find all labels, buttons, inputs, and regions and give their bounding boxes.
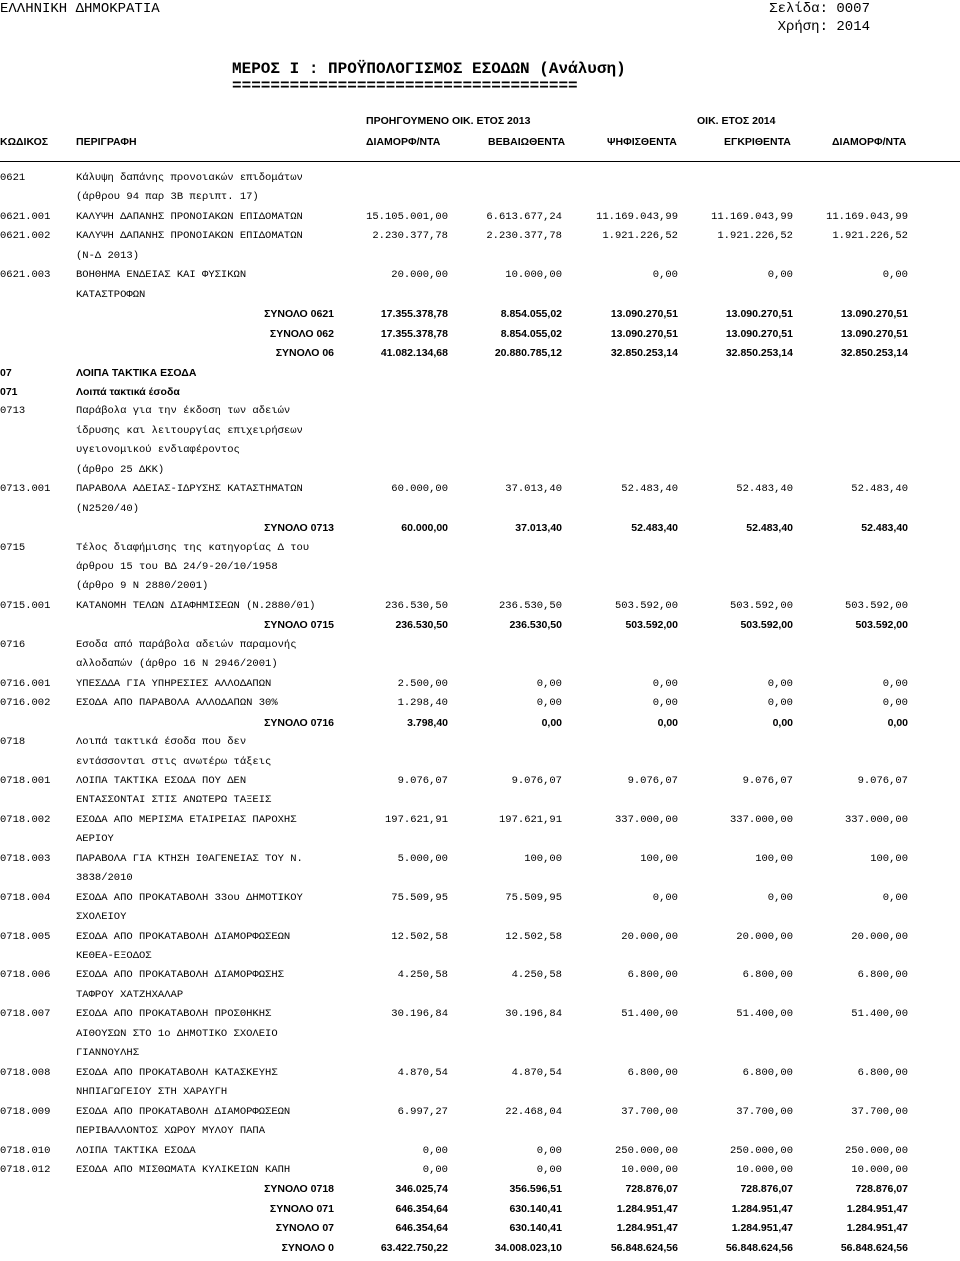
amount-cell: 1.284.951,47 xyxy=(616,1202,678,1215)
total-row xyxy=(0,347,960,366)
page-number: Σελίδα: 0007 xyxy=(769,1,870,17)
amount-cell: 1.284.951,47 xyxy=(846,1222,908,1235)
amount-cell: 0,00 xyxy=(882,269,908,282)
amount-cell: 15.105.001,00 xyxy=(366,210,448,223)
amount-cell: 8.854.055,02 xyxy=(500,327,562,340)
amount-cell: 51.400,00 xyxy=(851,1008,908,1021)
amount-cell: 346.025,74 xyxy=(395,1183,448,1196)
row-code: 0715 xyxy=(0,541,26,554)
amount-cell: 56.848.624,56 xyxy=(610,1241,678,1254)
amount-cell: 20.000,00 xyxy=(851,930,908,943)
amount-cell: 37.013,40 xyxy=(505,483,562,496)
amount-cell: 646.354,64 xyxy=(395,1202,448,1215)
row-code: 0716.002 xyxy=(0,697,51,710)
amount-cell: 4.870,54 xyxy=(511,1066,562,1079)
table-row xyxy=(0,405,960,424)
amount-cell: 1.284.951,47 xyxy=(731,1222,793,1235)
amount-cell: 250.000,00 xyxy=(614,1144,678,1157)
amount-cell: 52.483,40 xyxy=(621,483,678,496)
amount-cell: 1.284.951,47 xyxy=(731,1202,793,1215)
amount-cell: 630.140,41 xyxy=(509,1202,562,1215)
table-row xyxy=(0,425,960,444)
amount-cell: 75.509,95 xyxy=(505,891,562,904)
total-label: ΣΥΝΟΛΟ 06 xyxy=(275,347,334,360)
table-row xyxy=(0,658,960,677)
amount-cell: 503.592,00 xyxy=(729,599,793,612)
row-description: ΚΑΛΥΨΗ ΔΑΠΑΝΗΣ ΠΡΟΝΟΙΑΚΩΝ ΕΠΙΔΟΜΑΤΩΝ xyxy=(76,230,303,243)
col-header-prev-amended: ΔΙΑΜΟΡΦ/ΝΤΑ xyxy=(366,136,441,148)
amount-cell: 13.090.270,51 xyxy=(725,327,793,340)
row-description: Λοιπά τακτικά έσοδα xyxy=(76,385,180,398)
amount-cell: 11.169.043,99 xyxy=(711,210,793,223)
amount-cell: 2.230.377,78 xyxy=(372,230,448,243)
table-row xyxy=(0,230,960,249)
row-description: ΥΠΕΣΔΔΑ ΓΙΑ ΥΠΗΡΕΣΙΕΣ ΑΛΛΟΔΑΠΩΝ xyxy=(76,677,272,690)
total-label: ΣΥΝΟΛΟ 0715 xyxy=(264,619,334,632)
total-label: ΣΥΝΟΛΟ 0716 xyxy=(264,716,334,729)
table-row xyxy=(0,950,960,969)
amount-cell: 10.000,00 xyxy=(736,1163,793,1176)
amount-cell: 32.850.253,14 xyxy=(840,347,908,360)
table-row xyxy=(0,1047,960,1066)
amount-cell: 2.500,00 xyxy=(397,677,448,690)
amount-cell: 6.800,00 xyxy=(857,1066,908,1079)
amount-cell: 197.621,91 xyxy=(384,813,448,826)
table-row xyxy=(0,1125,960,1144)
table-row xyxy=(0,503,960,522)
table-row xyxy=(0,1086,960,1105)
amount-cell: 9.076,07 xyxy=(397,774,448,787)
amount-cell: 0,00 xyxy=(422,1163,448,1176)
row-code: 0718.006 xyxy=(0,969,51,982)
amount-cell: 12.502,58 xyxy=(505,930,562,943)
row-description: ΓΙΑΝΝΟΥΛΗΣ xyxy=(76,1047,140,1060)
amount-cell: 6.997,27 xyxy=(397,1105,448,1118)
total-row xyxy=(0,717,960,736)
amount-cell: 9.076,07 xyxy=(511,774,562,787)
cur-year-header: ΟΙΚ. ΕΤΟΣ 2014 xyxy=(697,115,776,127)
row-code: 0718.010 xyxy=(0,1144,51,1157)
row-description: ΛΟΙΠΑ ΤΑΚΤΙΚΑ ΕΣΟΔΑ xyxy=(76,366,197,379)
amount-cell: 4.250,58 xyxy=(511,969,562,982)
amount-cell: 0,00 xyxy=(652,891,678,904)
amount-cell: 52.483,40 xyxy=(746,522,793,535)
amount-cell: 0,00 xyxy=(652,697,678,710)
amount-cell: 6.800,00 xyxy=(627,969,678,982)
row-code: 0716 xyxy=(0,638,26,651)
table-row xyxy=(0,191,960,210)
amount-cell: 100,00 xyxy=(755,852,793,865)
amount-cell: 9.076,07 xyxy=(627,774,678,787)
table-row xyxy=(0,969,960,988)
amount-cell: 10.000,00 xyxy=(505,269,562,282)
table-row xyxy=(0,211,960,230)
table-row xyxy=(0,483,960,502)
total-label: ΣΥΝΟΛΟ 0 xyxy=(281,1241,334,1254)
total-row xyxy=(0,328,960,347)
amount-cell: 3.798,40 xyxy=(407,716,448,729)
amount-cell: 630.140,41 xyxy=(509,1222,562,1235)
amount-cell: 60.000,00 xyxy=(391,483,448,496)
table-row xyxy=(0,814,960,833)
amount-cell: 0,00 xyxy=(767,891,793,904)
table-row xyxy=(0,600,960,619)
amount-cell: 75.509,95 xyxy=(391,891,448,904)
amount-cell: 0,00 xyxy=(652,677,678,690)
amount-cell: 37.700,00 xyxy=(851,1105,908,1118)
amount-cell: 51.400,00 xyxy=(736,1008,793,1021)
amount-cell: 22.468,04 xyxy=(505,1105,562,1118)
total-row xyxy=(0,1183,960,1202)
table-row xyxy=(0,269,960,288)
row-description: αλλοδαπών (άρθρο 16 Ν 2946/2001) xyxy=(76,658,278,671)
amount-cell: 13.090.270,51 xyxy=(610,327,678,340)
row-code: 0621 xyxy=(0,172,26,184)
row-description: ΕΣΟΔΑ ΑΠΟ ΠΡΟΚΑΤΑΒΟΛΗ 33ου ΔΗΜΟΤΙΚΟΥ xyxy=(76,891,303,904)
amount-cell: 5.000,00 xyxy=(397,852,448,865)
row-description: ΕΝΤΑΣΣΟΝΤΑΙ ΣΤΙΣ ΑΝΩΤΕΡΩ ΤΑΞΕΙΣ xyxy=(76,794,272,807)
table-row xyxy=(0,1008,960,1027)
amount-cell: 356.596,51 xyxy=(509,1183,562,1196)
amount-cell: 250.000,00 xyxy=(844,1144,908,1157)
row-description: (άρθρο 25 ΔΚΚ) xyxy=(76,463,165,476)
row-description: Κάλυψη δαπάνης προνοιακών επιδομάτων xyxy=(76,172,303,184)
total-label: ΣΥΝΟΛΟ 07 xyxy=(275,1222,334,1235)
row-code: 0716.001 xyxy=(0,677,51,690)
amount-cell: 197.621,91 xyxy=(498,813,562,826)
table-row xyxy=(0,892,960,911)
row-description: (Ν2520/40) xyxy=(76,502,140,515)
amount-cell: 1.921.226,52 xyxy=(832,230,908,243)
row-description: ΕΣΟΔΑ ΑΠΟ ΜΙΣΘΩΜΑΤΑ ΚΥΛΙΚΕΙΩΝ ΚΑΠΗ xyxy=(76,1163,291,1176)
table-row xyxy=(0,989,960,1008)
row-description: ΕΣΟΔΑ ΑΠΟ ΠΡΟΚΑΤΑΒΟΛΗ ΔΙΑΜΟΡΦΩΣΕΩΝ xyxy=(76,930,291,943)
row-description: Τέλος διαφήμισης της κατηγορίας Δ του xyxy=(76,541,310,554)
amount-cell: 63.422.750,22 xyxy=(380,1241,448,1254)
row-description: ίδρυσης και λειτουργίας επιχειρήσεων xyxy=(76,424,303,437)
row-code: 0718.001 xyxy=(0,774,51,787)
amount-cell: 20.000,00 xyxy=(621,930,678,943)
row-description: εντάσσονται στις ανωτέρω τάξεις xyxy=(76,755,272,768)
table-row xyxy=(0,289,960,308)
table-row xyxy=(0,250,960,269)
amount-cell: 30.196,84 xyxy=(505,1008,562,1021)
header-separator xyxy=(0,161,960,162)
amount-cell: 0,00 xyxy=(887,716,908,729)
amount-cell: 0,00 xyxy=(767,677,793,690)
amount-cell: 337.000,00 xyxy=(844,813,908,826)
amount-cell: 503.592,00 xyxy=(625,619,678,632)
amount-cell: 236.530,50 xyxy=(395,619,448,632)
table-row xyxy=(0,386,960,405)
country-header: ΕΛΛΗΝΙΚΗ ΔΗΜΟΚΡΑΤΙΑ xyxy=(0,1,160,17)
row-code: 0713 xyxy=(0,405,26,418)
row-description: ΛΟΙΠΑ ΤΑΚΤΙΚΑ ΕΣΟΔΑ xyxy=(76,1144,196,1157)
amount-cell: 13.090.270,51 xyxy=(840,327,908,340)
col-header-desc: ΠΕΡΙΓΡΑΦΗ xyxy=(76,136,137,148)
table-row xyxy=(0,911,960,930)
row-description: ΣΧΟΛΕΙΟΥ xyxy=(76,911,127,924)
row-description: Παράβολα για την έκδοση των αδειών xyxy=(76,405,291,418)
row-code: 07 xyxy=(0,366,12,379)
row-description: ΤΑΦΡΟΥ ΧΑΤΖΗΧΑΛΑΡ xyxy=(76,988,184,1001)
table-row xyxy=(0,464,960,483)
amount-cell: 0,00 xyxy=(767,269,793,282)
total-label: ΣΥΝΟΛΟ 0713 xyxy=(264,522,334,535)
amount-cell: 1.298,40 xyxy=(397,697,448,710)
amount-cell: 6.800,00 xyxy=(627,1066,678,1079)
amount-cell: 0,00 xyxy=(882,891,908,904)
amount-cell: 52.483,40 xyxy=(851,483,908,496)
table-row xyxy=(0,931,960,950)
amount-cell: 34.008.023,10 xyxy=(494,1241,562,1254)
table-row xyxy=(0,1106,960,1125)
amount-cell: 0,00 xyxy=(536,1163,562,1176)
amount-cell: 0,00 xyxy=(882,677,908,690)
row-code: 0621.001 xyxy=(0,210,51,223)
amount-cell: 0,00 xyxy=(536,677,562,690)
row-description: Εσοδα από παράβολα αδειών παραμονής xyxy=(76,638,297,651)
amount-cell: 0,00 xyxy=(652,269,678,282)
amount-cell: 0,00 xyxy=(657,716,678,729)
row-description: υγειονομικού ενδιαφέροντος xyxy=(76,444,240,457)
row-description: ΠΑΡΑΒΟΛΑ ΑΔΕΙΑΣ-ΙΔΡΥΣΗΣ ΚΑΤΑΣΤΗΜΑΤΩΝ xyxy=(76,483,303,496)
row-description: ΕΣΟΔΑ ΑΠΟ ΠΑΡΑΒΟΛΑ ΑΛΛΟΔΑΠΩΝ 30% xyxy=(76,697,278,710)
table-row xyxy=(0,1028,960,1047)
table-row xyxy=(0,542,960,561)
row-description: ΑΕΡΙΟΥ xyxy=(76,833,114,846)
amount-cell: 6.800,00 xyxy=(742,969,793,982)
row-code: 0621.003 xyxy=(0,269,51,282)
amount-cell: 728.876,07 xyxy=(625,1183,678,1196)
row-description: (άρθρο 9 Ν 2880/2001) xyxy=(76,580,209,593)
amount-cell: 0,00 xyxy=(536,697,562,710)
amount-cell: 503.592,00 xyxy=(614,599,678,612)
amount-cell: 20.880.785,12 xyxy=(494,347,562,360)
amount-cell: 0,00 xyxy=(772,716,793,729)
row-description: ΕΣΟΔΑ ΑΠΟ ΠΡΟΚΑΤΑΒΟΛΗ ΔΙΑΜΟΡΦΩΣΗΣ xyxy=(76,969,284,982)
row-description: (άρθρου 94 παρ 3Β περιπτ. 17) xyxy=(76,191,259,204)
row-code: 0718.007 xyxy=(0,1008,51,1021)
amount-cell: 17.355.378,78 xyxy=(380,327,448,340)
amount-cell: 250.000,00 xyxy=(729,1144,793,1157)
row-description: ΕΣΟΔΑ ΑΠΟ ΠΡΟΚΑΤΑΒΟΛΗ ΠΡΟΣΘΗΚΗΣ xyxy=(76,1008,272,1021)
amount-cell: 0,00 xyxy=(536,1144,562,1157)
row-description: ΝΗΠΙΑΓΩΓΕΙΟΥ ΣΤΗ ΧΑΡΑΥΓΗ xyxy=(76,1086,228,1099)
row-code: 0718.003 xyxy=(0,852,51,865)
row-description: ΚΕΘΕΑ-ΕΞΟΔΟΣ xyxy=(76,950,152,962)
amount-cell: 337.000,00 xyxy=(729,813,793,826)
row-description: ΚΑΤΑΝΟΜΗ ΤΕΛΩΝ ΔΙΑΦΗΜΙΣΕΩΝ (Ν.2880/01) xyxy=(76,599,316,612)
amount-cell: 236.530,50 xyxy=(384,599,448,612)
amount-cell: 503.592,00 xyxy=(855,619,908,632)
table-row xyxy=(0,794,960,813)
amount-cell: 1.921.226,52 xyxy=(717,230,793,243)
amount-cell: 12.502,58 xyxy=(391,930,448,943)
row-description: (Ν-Δ 2013) xyxy=(76,249,140,262)
table-row xyxy=(0,580,960,599)
amount-cell: 37.013,40 xyxy=(515,522,562,535)
table-row xyxy=(0,367,960,386)
total-row xyxy=(0,1242,960,1261)
table-row xyxy=(0,697,960,716)
amount-cell: 8.854.055,02 xyxy=(500,308,562,321)
row-description: Λοιπά τακτικά έσοδα που δεν xyxy=(76,736,247,749)
table-row xyxy=(0,833,960,852)
page-title: ΜΕΡΟΣ Ι : ΠΡΟΫΠΟΛΟΓΙΣΜΟΣ ΕΣΟΔΩΝ (Ανάλυση) xyxy=(232,60,626,78)
total-row xyxy=(0,619,960,638)
amount-cell: 503.592,00 xyxy=(844,599,908,612)
col-header-voted: ΨΗΦΙΣΘΕΝΤΑ xyxy=(607,136,677,148)
table-row xyxy=(0,678,960,697)
amount-cell: 56.848.624,56 xyxy=(725,1241,793,1254)
row-description: ΕΣΟΔΑ ΑΠΟ ΠΡΟΚΑΤΑΒΟΛΗ ΔΙΑΜΟΡΦΩΣΕΩΝ xyxy=(76,1105,291,1118)
amount-cell: 52.483,40 xyxy=(861,522,908,535)
row-code: 0718.012 xyxy=(0,1163,51,1176)
amount-cell: 17.355.378,78 xyxy=(380,308,448,321)
col-header-approved: ΕΓΚΡΙΘΕΝΤΑ xyxy=(724,136,791,148)
table-row xyxy=(0,561,960,580)
amount-cell: 1.921.226,52 xyxy=(602,230,678,243)
amount-cell: 728.876,07 xyxy=(740,1183,793,1196)
amount-cell: 6.800,00 xyxy=(857,969,908,982)
amount-cell: 13.090.270,51 xyxy=(725,308,793,321)
amount-cell: 13.090.270,51 xyxy=(610,308,678,321)
row-code: 071 xyxy=(0,385,18,398)
total-label: ΣΥΝΟΛΟ 0621 xyxy=(264,308,334,321)
amount-cell: 728.876,07 xyxy=(855,1183,908,1196)
amount-cell: 1.284.951,47 xyxy=(616,1222,678,1235)
row-description: ΕΣΟΔΑ ΑΠΟ ΜΕΡΙΣΜΑ ΕΤΑΙΡΕΙΑΣ ΠΑΡΟΧΗΣ xyxy=(76,813,297,826)
row-code: 0718 xyxy=(0,736,26,749)
table-row xyxy=(0,1145,960,1164)
amount-cell: 503.592,00 xyxy=(740,619,793,632)
amount-cell: 20.000,00 xyxy=(736,930,793,943)
amount-cell: 56.848.624,56 xyxy=(840,1241,908,1254)
total-label: ΣΥΝΟΛΟ 071 xyxy=(269,1202,334,1215)
amount-cell: 337.000,00 xyxy=(614,813,678,826)
table-row xyxy=(0,639,960,658)
table-row xyxy=(0,853,960,872)
col-header-certified: ΒΕΒΑΙΩΘΕΝΤΑ xyxy=(488,136,566,148)
amount-cell: 9.076,07 xyxy=(742,774,793,787)
row-code: 0718.009 xyxy=(0,1105,51,1118)
prev-year-header: ΠΡΟΗΓΟΥΜΕΝΟ ΟΙΚ. ΕΤΟΣ 2013 xyxy=(366,115,531,127)
amount-cell: 6.800,00 xyxy=(742,1066,793,1079)
total-label: ΣΥΝΟΛΟ 062 xyxy=(269,327,334,340)
amount-cell: 32.850.253,14 xyxy=(725,347,793,360)
amount-cell: 32.850.253,14 xyxy=(610,347,678,360)
total-row xyxy=(0,1203,960,1222)
row-description: ΚΑΤΑΣΤΡΟΦΩΝ xyxy=(76,288,146,301)
amount-cell: 37.700,00 xyxy=(736,1105,793,1118)
row-code: 0718.002 xyxy=(0,813,51,826)
amount-cell: 13.090.270,51 xyxy=(840,308,908,321)
amount-cell: 6.613.677,24 xyxy=(486,210,562,223)
amount-cell: 52.483,40 xyxy=(736,483,793,496)
amount-cell: 4.870,54 xyxy=(397,1066,448,1079)
amount-cell: 0,00 xyxy=(422,1144,448,1157)
row-code: 0715.001 xyxy=(0,599,51,612)
col-header-code: ΚΩΔΙΚΟΣ xyxy=(0,136,49,148)
amount-cell: 52.483,40 xyxy=(631,522,678,535)
row-code: 0718.005 xyxy=(0,930,51,943)
amount-cell: 10.000,00 xyxy=(621,1163,678,1176)
amount-cell: 4.250,58 xyxy=(397,969,448,982)
row-code: 0621.002 xyxy=(0,230,51,243)
row-description: ΑΙΘΟΥΣΩΝ ΣΤΟ 1ο ΔΗΜΟΤΙΚΟ ΣΧΟΛΕΙΟ xyxy=(76,1027,278,1040)
amount-cell: 1.284.951,47 xyxy=(846,1202,908,1215)
amount-cell: 51.400,00 xyxy=(621,1008,678,1021)
amount-cell: 11.169.043,99 xyxy=(826,210,908,223)
title-underline: ==================================== xyxy=(232,77,578,95)
amount-cell: 236.530,50 xyxy=(498,599,562,612)
amount-cell: 100,00 xyxy=(870,852,908,865)
row-description: ΚΑΛΥΨΗ ΔΑΠΑΝΗΣ ΠΡΟΝΟΙΑΚΩΝ ΕΠΙΔΟΜΑΤΩΝ xyxy=(76,210,303,223)
amount-cell: 11.169.043,99 xyxy=(596,210,678,223)
amount-cell: 0,00 xyxy=(882,697,908,710)
total-row xyxy=(0,308,960,327)
amount-cell: 0,00 xyxy=(541,716,562,729)
amount-cell: 30.196,84 xyxy=(391,1008,448,1021)
amount-cell: 100,00 xyxy=(640,852,678,865)
amount-cell: 0,00 xyxy=(767,697,793,710)
row-code: 0718.004 xyxy=(0,891,51,904)
table-row xyxy=(0,775,960,794)
row-code: 0713.001 xyxy=(0,483,51,496)
row-description: 3838/2010 xyxy=(76,872,133,885)
table-row xyxy=(0,756,960,775)
total-label: ΣΥΝΟΛΟ 0718 xyxy=(264,1183,334,1196)
amount-cell: 100,00 xyxy=(524,852,562,865)
row-description: ΠΕΡΙΒΑΛΛΟΝΤΟΣ ΧΩΡΟΥ ΜΥΛΟΥ ΠΑΠΑ xyxy=(76,1125,266,1138)
amount-cell: 60.000,00 xyxy=(401,522,448,535)
row-description: άρθρου 15 του ΒΔ 24/9-20/10/1958 xyxy=(76,561,278,573)
total-row xyxy=(0,522,960,541)
table-row xyxy=(0,172,960,191)
table-row xyxy=(0,736,960,755)
amount-cell: 2.230.377,78 xyxy=(486,230,562,243)
row-description: ΕΣΟΔΑ ΑΠΟ ΠΡΟΚΑΤΑΒΟΛΗ ΚΑΤΑΣΚΕΥΗΣ xyxy=(76,1066,278,1079)
col-header-cur-amended: ΔΙΑΜΟΡΦ/ΝΤΑ xyxy=(832,136,907,148)
amount-cell: 9.076,07 xyxy=(857,774,908,787)
table-row xyxy=(0,872,960,891)
amount-cell: 37.700,00 xyxy=(621,1105,678,1118)
amount-cell: 10.000,00 xyxy=(851,1163,908,1176)
total-row xyxy=(0,1222,960,1241)
amount-cell: 646.354,64 xyxy=(395,1222,448,1235)
row-description: ΠΑΡΑΒΟΛΑ ΓΙΑ ΚΤΗΣΗ ΙΘΑΓΕΝΕΙΑΣ ΤΟΥ Ν. xyxy=(76,852,303,865)
amount-cell: 236.530,50 xyxy=(509,619,562,632)
fiscal-year: Χρήση: 2014 xyxy=(777,19,870,35)
row-code: 0718.008 xyxy=(0,1066,51,1079)
amount-cell: 20.000,00 xyxy=(391,269,448,282)
row-description: ΒΟΗΘΗΜΑ ΕΝΔΕΙΑΣ ΚΑΙ ΦΥΣΙΚΩΝ xyxy=(76,269,247,282)
row-description: ΛΟΙΠΑ ΤΑΚΤΙΚΑ ΕΣΟΔΑ ΠΟΥ ΔΕΝ xyxy=(76,774,247,787)
table-row xyxy=(0,1164,960,1183)
amount-cell: 41.082.134,68 xyxy=(380,347,448,360)
table-row xyxy=(0,444,960,463)
table-row xyxy=(0,1067,960,1086)
